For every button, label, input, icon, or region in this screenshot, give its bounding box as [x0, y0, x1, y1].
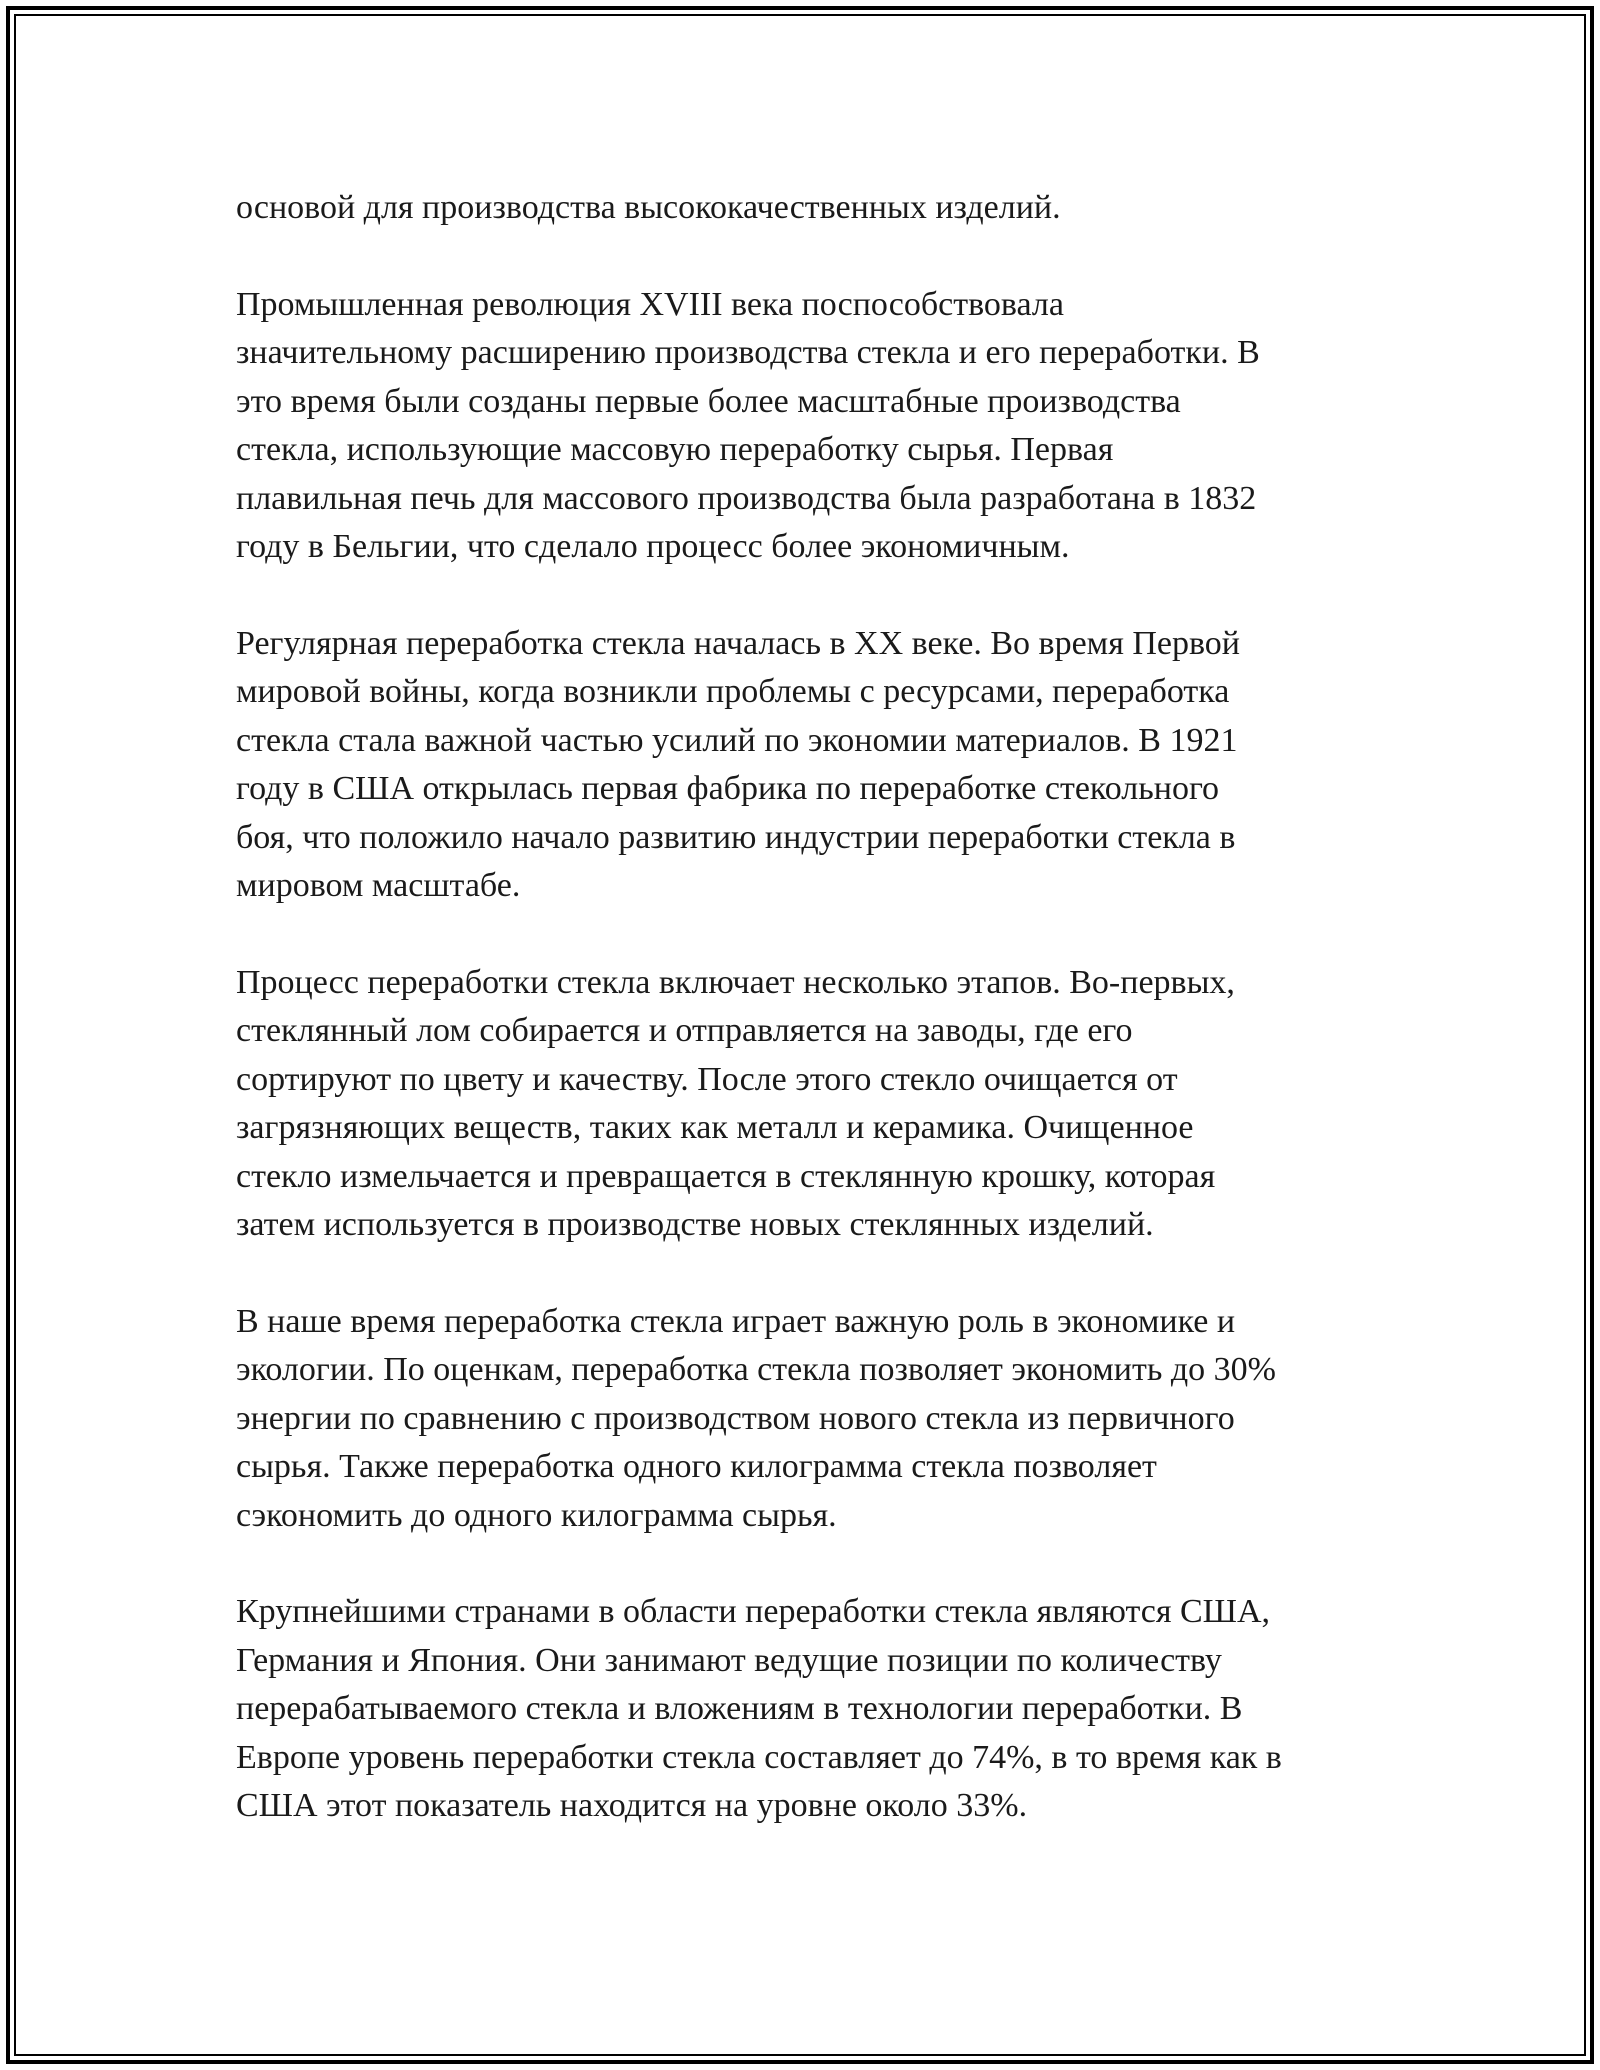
- paragraph: В наше время переработка стекла играет важную роль в экономике и экологии. По оценкам, переработка стекла позволяет экономить до 30% энергии по сравнению с производством нового стекла из первичного сырья. Также переработка одного килограмма стекла позволяет сэкономить до одного килограмма сырья.: [236, 1302, 1276, 1534]
- paragraph: Промышленная революция XVIII века поспособствовала значительному расширению производства стекла и его переработки. В это время были созданы первые более масштабные производства стекла, использующие массовую переработку сырья. Первая плавильная печь для массового производства была разработана в 1832 году в Бельгии, что сделало процесс более экономичным.: [236, 285, 1260, 565]
- paragraph: Процесс переработки стекла включает несколько этапов. Во-первых, стеклянный лом собирается и отправляется на заводы, где его сортируют по цвету и качеству. После этого стекло очищается от загрязняющих веществ, таких как металл и керамика. Очищенное стекло измельчается и превращается в стеклянную крошку, которая затем используется в производстве новых стеклянных изделий.: [236, 963, 1235, 1243]
- paragraph: основой для производства высококачественных изделий.: [236, 189, 1061, 226]
- paragraph: Крупнейшими странами в области переработки стекла являются США, Германия и Япония. Они занимают ведущие позиции по количеству перерабатываемого стекла и вложениям в технологии переработки. В Европе уровень переработки стекла составляет до 74%, в то время как в США этот показатель находится на уровне около 33%.: [236, 1593, 1282, 1824]
- document-body: [236, 184, 1376, 1879]
- paragraph: Регулярная переработка стекла началась в XX веке. Во время Первой мировой войны, когда возникли проблемы с ресурсами, переработка стекла стала важной частью усилий по экономии материалов. В 1921 году в США открылась первая фабрика по переработке стекольного боя, что положило начало развитию индустрии переработки стекла в мировом масштабе.: [236, 624, 1240, 904]
